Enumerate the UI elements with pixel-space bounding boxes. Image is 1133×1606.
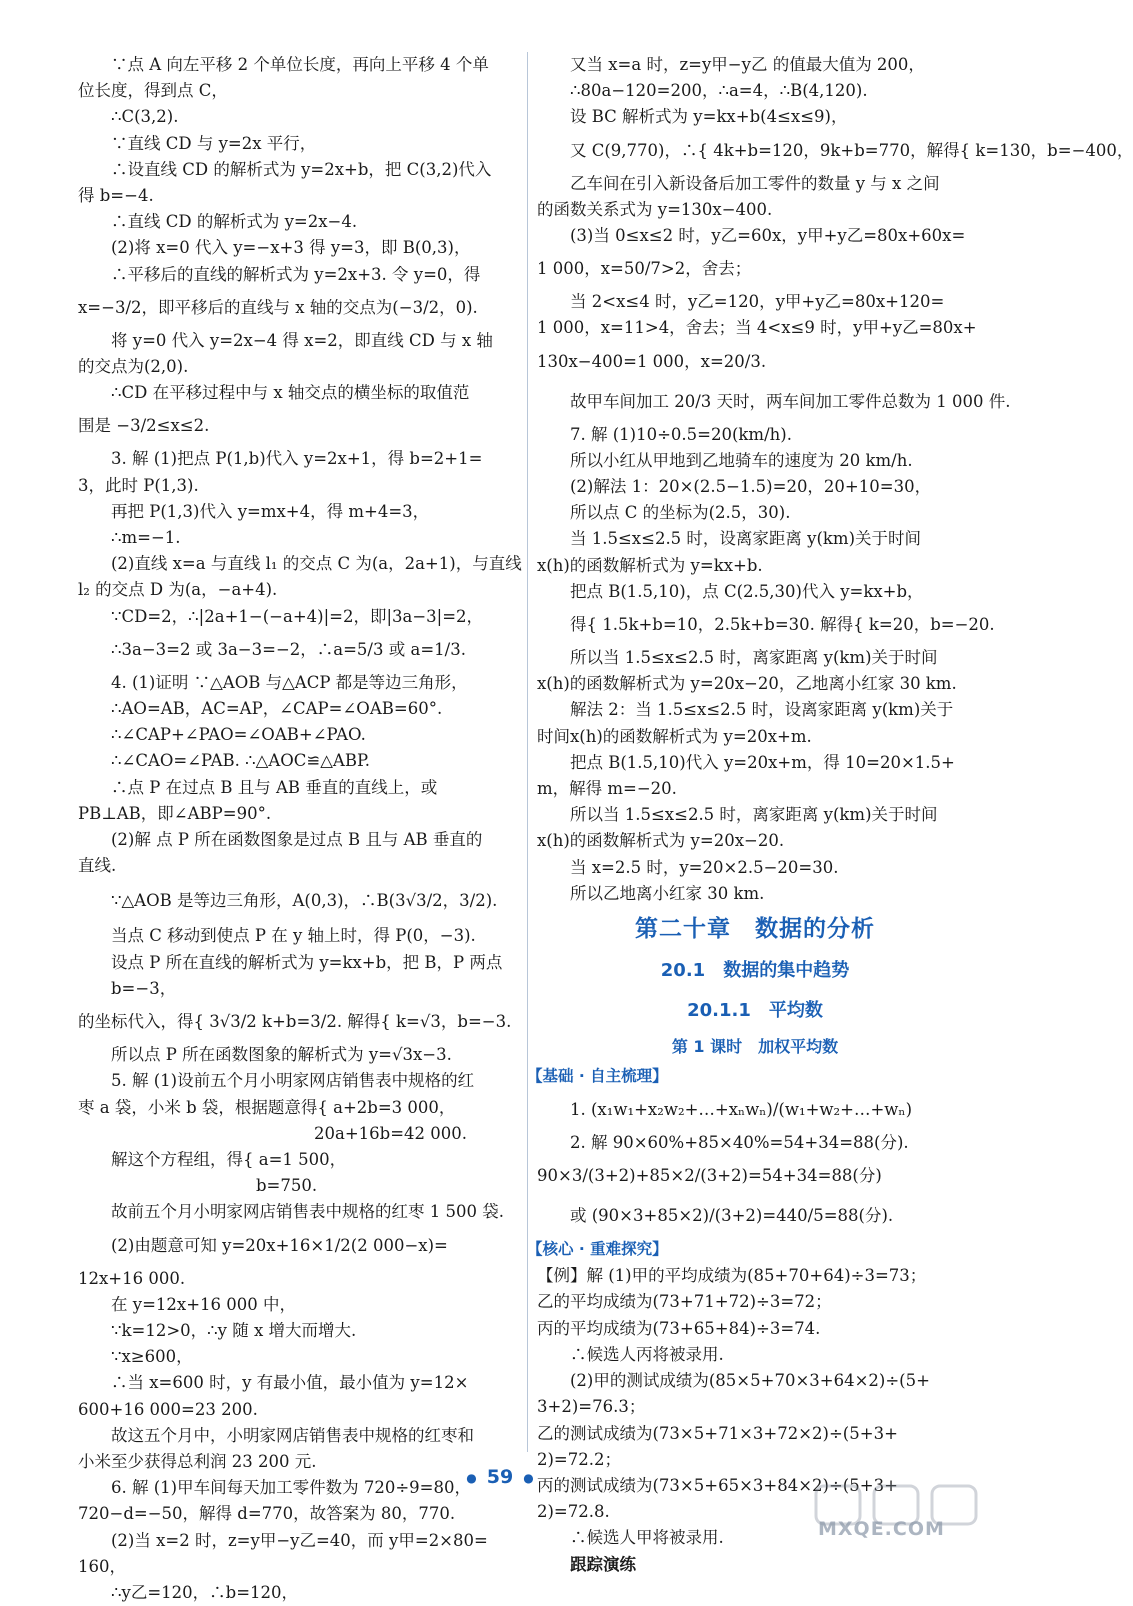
text-line: 解这个方程组，得{ a=1 500，	[111, 1149, 347, 1169]
text-line: 2)=72.8.	[537, 1502, 610, 1522]
text-line: 又当 x=a 时，z=y甲−y乙 的值最大值为 200，	[570, 55, 925, 74]
text-line: 直线.	[78, 856, 117, 876]
text-line: 当 x=2.5 时，y=20×2.5−20=30.	[570, 857, 839, 877]
section-tag-core: 【核心 · 重难探究】	[527, 1240, 668, 1259]
text-line: 故这五个月中，小明家网店销售表中规格的红枣和	[111, 1425, 474, 1445]
text-line: 当点 C 移动到使点 P 在 y 轴上时，得 P(0，−3).	[111, 926, 476, 946]
section-title: 20.1 数据的集中趋势	[660, 960, 850, 982]
text-line: (2)由题意可知 y=20x+16×1/2(2 000−x)=	[111, 1235, 448, 1255]
text-line: 围是 −3/2≤x≤2.	[78, 416, 210, 436]
text-line: 丙的测试成绩为(73×5+65×3+84×2)÷(5+3+	[537, 1475, 898, 1495]
section-tag-basic: 【基础 · 自主梳理】	[527, 1067, 668, 1086]
text-line: 又 C(9,770)，∴{ 4k+b=120，9k+b=770，解得{ k=130，b=−400，	[570, 140, 1133, 160]
text-line: 4. (1)证明 ∵△AOB 与△ACP 都是等边三角形，	[111, 672, 468, 692]
text-line: 得 b=−4.	[78, 186, 154, 206]
text-line: (2)甲的测试成绩为(85×5+70×3+64×2)÷(5+	[570, 1371, 930, 1391]
text-line: x(h)的函数解析式为 y=20x−20，乙地离小红家 30 km.	[537, 674, 957, 694]
chapter-title: 第二十章 数据的分析	[635, 916, 875, 943]
text-line: 解法 2：当 1.5≤x≤2.5 时，设离家距离 y(km)关于	[570, 700, 954, 720]
text-line: l₂ 的交点 D 为(a，−a+4).	[78, 580, 278, 600]
text-line: 3，此时 P(1,3).	[78, 475, 199, 495]
text-line: 故前五个月小明家网店销售表中规格的红枣 1 500 袋.	[111, 1202, 504, 1222]
text-line: ∴点 P 在过点 B 且与 AB 垂直的直线上，或	[111, 777, 438, 797]
text-line: 或 (90×3+85×2)/(3+2)=440/5=88(分).	[570, 1206, 894, 1226]
text-line: 3. 解 (1)把点 P(1,b)代入 y=2x+1，得 b=2+1=	[111, 449, 483, 469]
text-line: 再把 P(1,3)代入 y=mx+4，得 m+4=3，	[111, 501, 430, 521]
text-line: 得{ 1.5k+b=10，2.5k+b=30. 解得{ k=20，b=−20.	[570, 615, 995, 635]
text-line: ∴m=−1.	[111, 528, 181, 548]
text-line: 将 y=0 代入 y=2x−4 得 x=2，即直线 CD 与 x 轴	[111, 330, 493, 350]
text-line: 600+16 000=23 200.	[78, 1399, 258, 1419]
text-line: 设 BC 解析式为 y=kx+b(4≤x≤9)，	[570, 107, 848, 127]
text-line: ∵x≥600，	[111, 1347, 193, 1367]
text-line: 所以当 1.5≤x≤2.5 时，离家距离 y(km)关于时间	[570, 648, 938, 668]
text-line: 的交点为(2,0).	[78, 357, 189, 377]
text-line: (2)将 x=0 代入 y=−x+3 得 y=3，即 B(0,3)，	[111, 238, 471, 258]
text-line: ∴直线 CD 的解析式为 y=2x−4.	[111, 212, 358, 232]
text-line: x(h)的函数解析式为 y=kx+b.	[537, 555, 763, 575]
text-line: 设点 P 所在直线的解析式为 y=kx+b，把 B，P 两点	[111, 952, 503, 972]
watermark-url: MXQE.COM	[818, 1518, 945, 1540]
text-line: ∴平移后的直线的解析式为 y=2x+3. 令 y=0，得	[111, 264, 481, 284]
text-line: (2)解法 1：20×(2.5−1.5)=20，20+10=30，	[570, 477, 932, 497]
text-line: ∵点 A 向左平移 2 个单位长度，再向上平移 4 个单	[111, 55, 489, 74]
text-line: 所以当 1.5≤x≤2.5 时，离家距离 y(km)关于时间	[570, 805, 938, 825]
text-line: 130x−400=1 000，x=20/3.	[537, 351, 767, 371]
text-line: 【例】解 (1)甲的平均成绩为(85+70+64)÷3=73；	[537, 1266, 927, 1286]
right-column	[527, 52, 1133, 1578]
text-line: PB⊥AB，即∠ABP=90°.	[78, 803, 272, 823]
text-line: ∴∠CAO=∠PAB. ∴△AOC≌△ABP.	[111, 751, 370, 771]
text-line: ∵直线 CD 与 y=2x 平行，	[111, 133, 317, 153]
text-line: 5. 解 (1)设前五个月小明家网店销售表中规格的红	[111, 1071, 475, 1091]
text-line: 3+2)=76.3；	[537, 1397, 646, 1417]
text-line: 把点 B(1.5,10)代入 y=20x+m，得 10=20×1.5+	[570, 752, 955, 772]
text-line: 1 000，x=11>4，舍去；当 4<x≤9 时，y甲+y乙=80x+	[537, 318, 977, 338]
left-column	[78, 52, 522, 1606]
text-line: ∴候选人丙将被录用.	[570, 1344, 724, 1364]
text-line: (2)直线 x=a 与直线 l₁ 的交点 C 为(a，2a+1)，与直线	[111, 554, 522, 574]
text-line: 7. 解 (1)10÷0.5=20(km/h).	[570, 424, 792, 444]
text-line: 所以乙地离小红家 30 km.	[570, 883, 765, 903]
page-number-value: 59	[486, 1466, 514, 1488]
text-line: 1 000，x=50/7>2，舍去；	[537, 259, 752, 279]
text-line: ∴设直线 CD 的解析式为 y=2x+b，把 C(3,2)代入	[111, 159, 492, 179]
text-line: 720−d=−50，解得 d=770，故答案为 80，770.	[78, 1504, 456, 1524]
text-line: 把点 B(1.5,10)，点 C(2.5,30)代入 y=kx+b，	[570, 581, 924, 601]
text-line: 所以点 P 所在函数图象的解析式为 y=√3x−3.	[111, 1045, 452, 1065]
text-line: 当 2<x≤4 时，y乙=120，y甲+y乙=80x+120=	[570, 292, 945, 312]
text-line: 所以点 C 的坐标为(2.5，30).	[570, 503, 791, 523]
text-line: x(h)的函数解析式为 y=20x−20.	[537, 831, 785, 851]
text-line: ∴y乙=120，∴b=120，	[111, 1582, 299, 1602]
text-line: 所以小红从甲地到乙地骑车的速度为 20 km/h.	[570, 450, 913, 470]
text-line: x=−3/2，即平移后的直线与 x 轴的交点为(−3/2，0).	[78, 297, 478, 317]
text-line: 当 1.5≤x≤2.5 时，设离家距离 y(km)关于时间	[570, 529, 922, 549]
text-line: 小米至少获得总利润 23 200 元.	[78, 1451, 317, 1471]
text-line: b=750.	[256, 1176, 318, 1196]
text-line: 乙的平均成绩为(73+71+72)÷3=72；	[537, 1292, 832, 1312]
text-line: 160，	[78, 1556, 126, 1576]
text-line: ∴CD 在平移过程中与 x 轴交点的横坐标的取值范	[111, 383, 470, 403]
text-line: 2. 解 90×60%+85×40%=54+34=88(分).	[570, 1133, 909, 1153]
text-line: ∵△AOB 是等边三角形，A(0,3)，∴B(3√3/2，3/2).	[111, 891, 498, 911]
text-line: ∴3a−3=2 或 3a−3=−2，∴a=5/3 或 a=1/3.	[111, 639, 466, 659]
text-line: 的函数关系式为 y=130x−400.	[537, 199, 773, 219]
text-line: 的坐标代入，得{ 3√3/2 k+b=3/2. 解得{ k=√3，b=−3.	[78, 1012, 512, 1032]
text-line: ∴80a−120=200，∴a=4，∴B(4,120).	[570, 81, 868, 101]
text-line: 在 y=12x+16 000 中，	[111, 1294, 296, 1314]
text-line: 时间x(h)的函数解析式为 y=20x+m.	[537, 726, 812, 746]
text-line: 6. 解 (1)甲车间每天加工零件数为 720÷9=80，	[111, 1478, 471, 1498]
text-line: ∵k=12>0，∴y 随 x 增大而增大.	[111, 1320, 357, 1340]
text-line: ∴AO=AB，AC=AP，∠CAP=∠OAB=60°.	[111, 699, 443, 719]
text-line: 丙的平均成绩为(73+65+84)÷3=74.	[537, 1318, 821, 1338]
text-line: 位长度，得到点 C，	[78, 81, 228, 101]
lesson-title: 第 1 课时 加权平均数	[671, 1037, 839, 1057]
text-line: 12x+16 000.	[78, 1268, 186, 1288]
text-line: 跟踪演练	[570, 1554, 636, 1574]
text-line: ∵CD=2，∴|2a+1−(−a+4)|=2，即|3a−3|=2，	[111, 606, 484, 626]
text-line: b=−3，	[111, 978, 177, 998]
text-line: 乙车间在引入新设备后加工零件的数量 y 与 x 之间	[570, 173, 940, 193]
subsection-title: 20.1.1 平均数	[687, 1000, 823, 1022]
text-line: (2)解 点 P 所在函数图象是过点 B 且与 AB 垂直的	[111, 830, 483, 850]
text-line: ∴∠CAP+∠PAO=∠OAB+∠PAO.	[111, 725, 366, 745]
text-line: 枣 a 袋，小米 b 袋，根据题意得{ a+2b=3 000，	[78, 1097, 456, 1117]
text-line: ∴候选人甲将被录用.	[570, 1528, 724, 1548]
text-line: ∴C(3,2).	[111, 107, 179, 127]
page-number: ● 59 ●	[466, 1466, 534, 1488]
text-line: m，解得 m=−20.	[537, 779, 677, 799]
text-line: 20a+16b=42 000.	[314, 1123, 468, 1143]
text-line: 90×3/(3+2)+85×2/(3+2)=54+34=88(分)	[537, 1166, 882, 1186]
text-line: 故甲车间加工 20/3 天时，两车间加工零件总数为 1 000 件.	[570, 391, 1011, 411]
text-line: ∴当 x=600 时，y 有最小值，最小值为 y=12×	[111, 1373, 469, 1393]
text-line: (3)当 0≤x≤2 时，y乙=60x，y甲+y乙=80x+60x=	[570, 226, 966, 246]
text-line: 1. (x₁w₁+x₂w₂+…+xₙwₙ)/(w₁+w₂+…+wₙ)	[570, 1100, 913, 1120]
text-line: (2)当 x=2 时，z=y甲−y乙=40，而 y甲=2×80=	[111, 1530, 488, 1550]
text-line: 乙的测试成绩为(73×5+71×3+72×2)÷(5+3+	[537, 1423, 898, 1443]
text-line: 2)=72.2；	[537, 1449, 621, 1469]
